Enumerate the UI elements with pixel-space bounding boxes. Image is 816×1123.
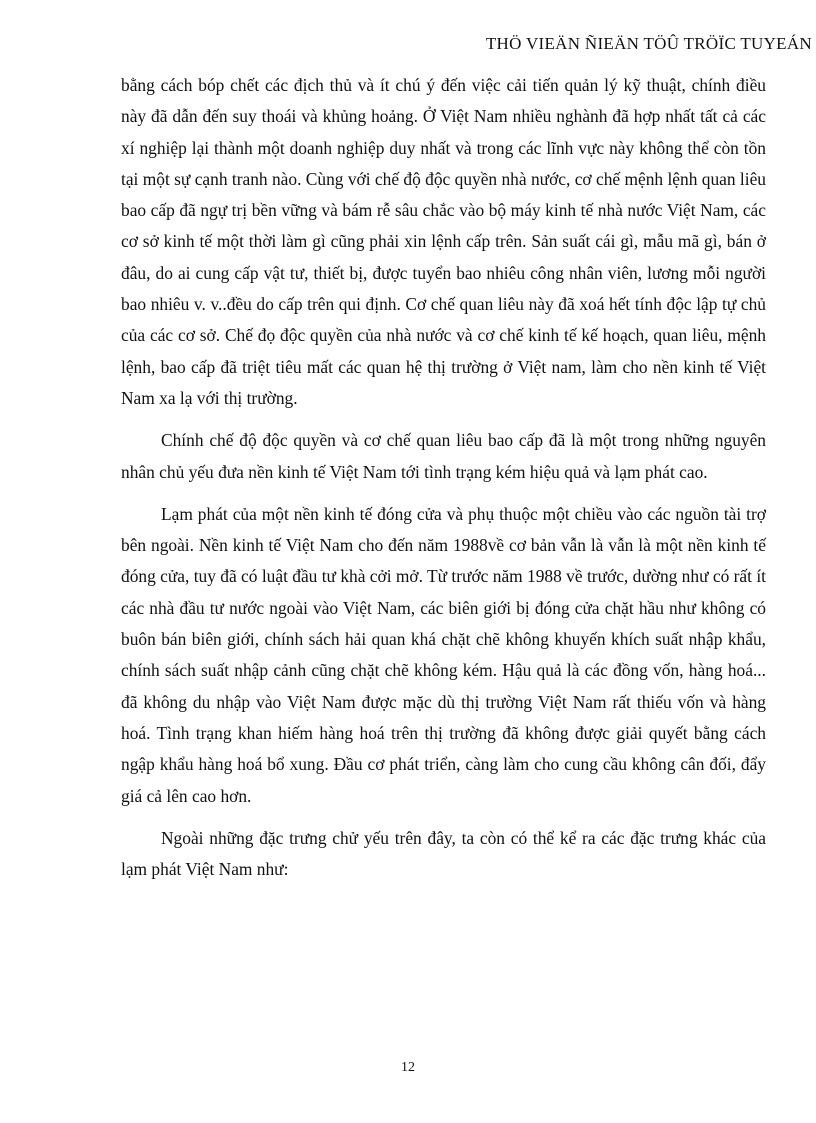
paragraph-3: Lạm phát của một nền kinh tế đóng cửa và phụ thuộc một chiều vào các nguồn tài trợ bên ngoài. Nền kinh tế Việt Nam cho đến năm 1988về cơ bản vẫn là vẫn là một nền kinh tế đóng cửa, tuy đã có luật đầu tư khà cởi mở. Từ trước năm 1988 về trước, dường như có rất ít các nhà đầu tư nước ngoài vào Việt Nam, các biên giới bị đóng cửa chặt hầu như không có buôn bán biên giới, chính sách hải quan khá chặt chẽ không khuyến khích suất nhập khẩu, chính sách suất nhập cảnh cũng chặt chẽ không kém. Hậu quả là các đồng vốn, hàng hoá... đã không du nhập vào Việt Nam được mặc dù thị trường Việt Nam rất thiếu vốn và hàng hoá. Tình trạng khan hiếm hàng hoá trên thị trường đã không được giải quyết bằng cách ngập khẩu hàng hoá bổ xung. Đầu cơ phát triển, càng làm cho cung cầu không cân đối, đẩy giá cả lên cao hơn. — [121, 503, 766, 806]
paragraph-2: Chính chế độ độc quyền và cơ chế quan liêu bao cấp đã là một trong những nguyên nhân chủ yếu đưa nền kinh tế Việt Nam tới tình trạng kém hiệu quả và lạm phát cao. — [121, 430, 766, 482]
paragraph-4: Ngoài những đặc trưng chử yếu trên đây, ta còn có thể kể ra các đặc trưng khác của lạm phát Việt Nam như: — [121, 827, 766, 880]
document-body — [121, 70, 766, 896]
page-number: 12 — [401, 1060, 415, 1075]
running-header: THÖ VIEÄN ÑIEÄN TÖÛ TRÖÏC TUYEÁN — [485, 34, 812, 53]
paragraph-1: bằng cách bóp chết các địch thủ và ít chú ý đến việc cải tiến quản lý kỹ thuật, chính điều này đã dẫn đến suy thoái và khủng hoảng. Ở Việt Nam nhiều nghành đã hợp nhất tất cả các xí nghiệp lại thành một doanh nghiệp duy nhất và trong các lĩnh vực này không thể còn tồn tại một sự cạnh tranh nào. Cùng với chế độ độc quyền nhà nước, cơ chế mệnh lệnh quan liêu bao cấp đã ngự trị bền vững và bám rễ sâu chắc vào bộ máy kinh tế nhà nước Việt Nam, các cơ sở kinh tế một thời làm gì cũng phải xin lệnh cấp trên. Sản suất cái gì, mẫu mã gì, bán ở đâu, do ai cung cấp vật tư, thiết bị, được tuyển bao nhiêu công nhân viên, lương mỗi người bao nhiêu v. v..đều do cấp trên qui định. Cơ chế quan liêu này đã xoá hết tính độc lập tự chủ của các cơ sở. Chế đọ độc quyền của nhà nước và cơ chế kinh tế kế hoạch, quan liêu, mệnh lệnh, bao cấp đã triệt tiêu mất các quan hệ thị trường ở Việt nam, làm cho nền kinh tế Việt Nam xa lạ với thị trường. — [121, 75, 766, 408]
